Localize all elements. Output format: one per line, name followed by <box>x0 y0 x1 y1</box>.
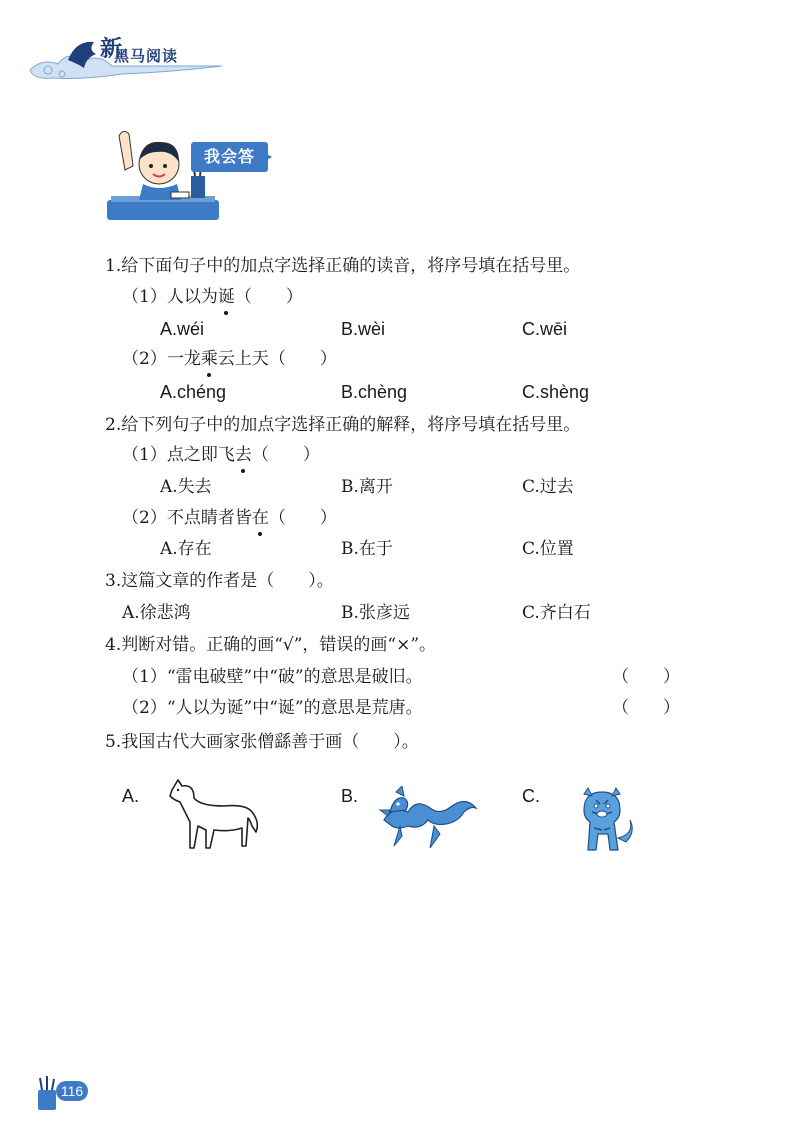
horse-icon <box>164 776 262 850</box>
q5-title: 5.我国古代大画家张僧繇善于画（ ）。 <box>105 732 419 752</box>
q3-title: 3.这篇文章的作者是（ ）。 <box>105 571 334 591</box>
q4-item-1-answer[interactable]: （ ） <box>612 667 680 687</box>
tiger-icon <box>570 784 642 854</box>
q2-title: 2.给下列句子中的加点字选择正确的解释，将序号填在括号里。 <box>105 415 581 435</box>
q2-1-option-b: B.离开 <box>341 477 393 497</box>
q2-item-2: （2）不点睛者皆在（ ） <box>122 508 337 528</box>
section-badge: 我会答 <box>191 142 268 172</box>
dotted-char: 去 <box>234 445 252 465</box>
q2-2-option-c: C.位置 <box>522 539 574 559</box>
q2-2-option-b: B.在于 <box>341 539 393 559</box>
logo-xin: 新 <box>100 36 123 62</box>
q1-2-option-c: C.shèng <box>522 382 590 402</box>
q1-title: 1.给下面句子中的加点字选择正确的读音，将序号填在括号里。 <box>105 256 581 276</box>
q5-option-a-label: A. <box>122 786 140 806</box>
q1-1-option-b: B.wèi <box>341 319 386 339</box>
dotted-char: 在 <box>251 508 269 528</box>
q2-item-1: （1）点之即飞去（ ） <box>122 445 320 465</box>
q3-option-a: A.徐悲鸿 <box>122 603 191 623</box>
dotted-char: 诞 <box>217 287 235 307</box>
q5-option-b-label: B. <box>341 786 359 806</box>
q1-2-option-b: B.chèng <box>341 382 408 402</box>
logo-text: 黑马阅读 <box>114 47 179 65</box>
q3-option-b: B.张彦远 <box>341 603 410 623</box>
header-logo <box>22 30 232 90</box>
page-number: 116 <box>56 1081 88 1101</box>
badge-tip <box>262 151 272 163</box>
q1-item-1: （1）人以为诞（ ） <box>122 287 303 307</box>
boy-reading-icon <box>103 126 223 224</box>
q2-1-option-a: A.失去 <box>160 477 212 497</box>
q2-2-option-a: A.存在 <box>160 539 212 559</box>
q4-title: 4.判断对错。正确的画“√”，错误的画“×”。 <box>105 635 437 655</box>
q3-option-c: C.齐白石 <box>522 603 591 623</box>
q1-2-option-a: A.chéng <box>160 382 227 402</box>
q5-option-c-label: C. <box>522 786 540 806</box>
q4-item-2: （2）“人以为诞”中“诞”的意思是荒唐。 <box>122 698 423 718</box>
q1-1-option-a: A.wéi <box>160 319 205 339</box>
q4-item-2-answer[interactable]: （ ） <box>612 698 680 718</box>
q2-1-option-c: C.过去 <box>522 477 574 497</box>
dotted-char: 乘 <box>200 349 218 369</box>
q4-item-1: （1）“雷电破壁”中“破”的意思是破旧。 <box>122 667 423 687</box>
dragon-icon <box>378 786 482 852</box>
q1-1-option-c: C.wēi <box>522 319 568 339</box>
q1-item-2: （2）一龙乘云上天（ ） <box>122 349 337 369</box>
